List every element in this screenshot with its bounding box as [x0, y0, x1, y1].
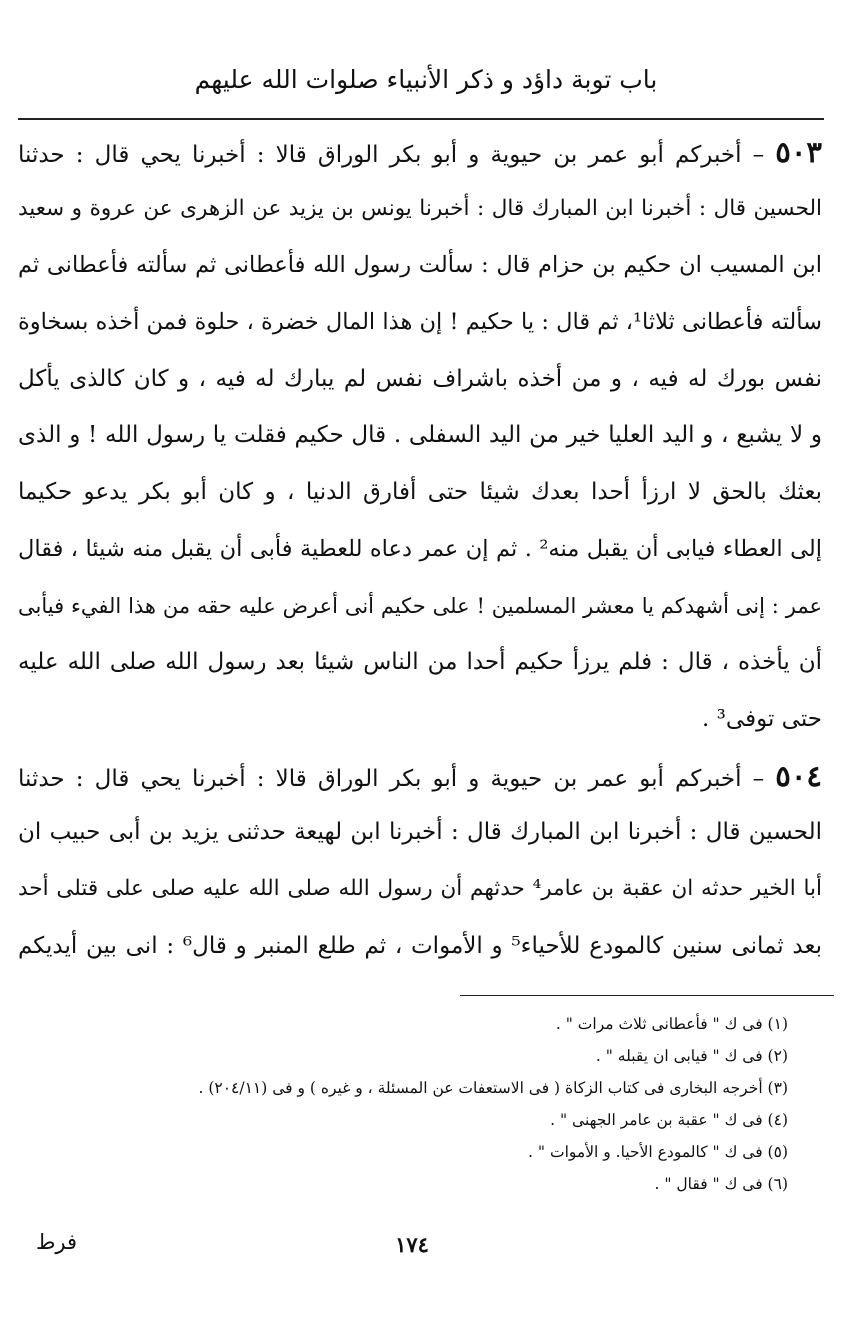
- text-line: عمر : إنى أشهدكم يا معشر المسلمين ! على حكيم أنى أعرض عليه حقه من هذا الفيء فيأبى: [18, 593, 822, 618]
- text-line: سألته فأعطانى ثلاثا¹، ثم قال : يا حكيم ! إن هذا المال خضرة ، حلوة فمن أخذه بسخاوة: [18, 309, 822, 336]
- footnote: (٦) فى ك " فقال " .: [654, 1175, 788, 1193]
- footnote: (٤) فى ك " عقبة بن عامر الجهنى " .: [550, 1111, 788, 1129]
- main-text: [18, 124, 822, 974]
- line-text: – أخبركم أبو عمر بن حيوية و أبو بكر الوراق قالا : أخبرنا يحي قال : حدثنا: [18, 142, 765, 168]
- footnote: (٢) فى ك " فيابى ان يقبله " .: [595, 1047, 788, 1065]
- signature-mark: فرط: [36, 1230, 78, 1254]
- page-header-title: باب توبة داؤد و ذكر الأنبياء صلوات الله عليهم: [194, 65, 658, 94]
- page-number: ١٧٤: [395, 1232, 429, 1257]
- footnote: (١) فى ك " فأعطانى ثلاث مرات " .: [555, 1015, 788, 1033]
- hadith-number: ٥٠٣: [775, 135, 822, 169]
- text-line: نفس بورك له فيه ، و من أخذه باشراف نفس لم يبارك له فيه ، و كان كالذى يأكل: [18, 365, 822, 392]
- text-line: أبا الخير حدثه ان عقبة بن عامر⁴ حدثهم أن رسول الله صلى الله عليه صلى على قتلى أحد: [18, 875, 822, 901]
- text-line: [18, 124, 822, 181]
- header-divider: [18, 118, 824, 120]
- text-line: الحسين قال : أخبرنا ابن المبارك قال : أخبرنا يونس بن يزيد عن الزهرى عن عروة و سعيد: [18, 195, 822, 221]
- text-line: الحسين قال : أخبرنا ابن المبارك قال : أخبرنا ابن لهيعة حدثنى يزيد بن أبى حبيب ان: [18, 819, 822, 846]
- footnote: (٣) أخرجه البخارى فى كتاب الزكاة ( فى الاستعفات عن المسئلة ، و غيره ) و فى (٢٠٤/١١) .: [198, 1079, 788, 1097]
- text-line: [18, 748, 822, 805]
- text-line: حتى توفى³ .: [702, 705, 822, 732]
- text-line: ابن المسيب ان حكيم بن حزام قال : سألت رسول الله فأعطانى ثم سألته فأعطانى ثم: [18, 252, 822, 279]
- hadith-number: ٥٠٤: [775, 758, 822, 793]
- line-text: – أخبركم أبو عمر بن حيوية و أبو بكر الوراق قالا : أخبرنا يحي قال : حدثنا: [18, 765, 765, 792]
- text-line: و لا يشبع ، و اليد العليا خير من اليد السفلى . قال حكيم فقلت يا رسول الله ! و الذى: [18, 422, 822, 449]
- text-line: أن يأخذه ، قال : فلم يرزأ حكيم أحدا من الناس شيئا بعد رسول الله صلى الله عليه: [18, 649, 822, 676]
- text-line: بعد ثمانى سنين كالمودع للأحياء⁵ و الأموات ، ثم طلع المنبر و قال⁶ : انى بين أيديكم: [18, 932, 822, 959]
- footnote-divider: [460, 995, 834, 996]
- text-line: إلى العطاء فيابى أن يقبل منه² . ثم إن عمر دعاه للعطية فأبى أن يقبل منه شيئا ، فقال: [18, 535, 822, 562]
- footnotes: [100, 1008, 788, 1200]
- footnote: (٥) فى ك " كالمودع الأحيا. و الأموات " .: [528, 1143, 788, 1161]
- text-line: بعثك بالحق لا ارزأ أحدا بعدك شيئا حتى أفارق الدنيا ، و كان أبو بكر يدعو حكيما: [18, 479, 822, 506]
